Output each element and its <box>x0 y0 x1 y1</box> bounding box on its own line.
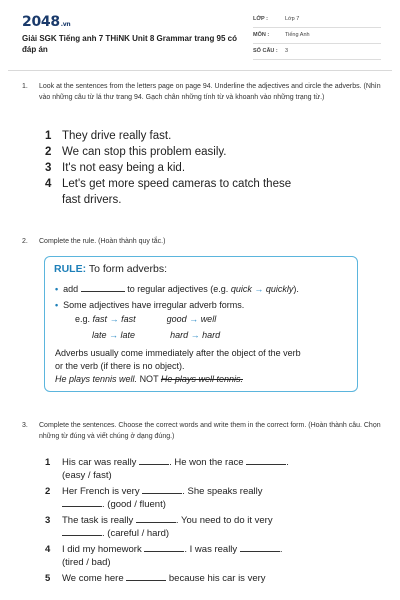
list-item: 3 The task is really . You need to do it very . (careful / hard) <box>45 515 273 539</box>
list-item: 1 They drive really fast. <box>45 130 172 142</box>
question-number: 3. <box>22 422 28 429</box>
rule-bullet-1: • add to regular adjectives (e.g. quick → quickly). <box>55 284 299 294</box>
rule-examples-row-2: late → late hard → hard <box>92 330 221 340</box>
bullet-icon: • <box>55 300 59 310</box>
rule-heading: RULE: To form adverbs: <box>54 263 168 275</box>
exercise-1-list <box>45 128 305 208</box>
list-item: 1 His car was really . He won the race . (easy / fast) <box>45 457 289 481</box>
page-header <box>0 0 400 70</box>
rule-examples-row-1: e.g. fast → fast good → well <box>75 314 217 324</box>
meta-class-value: Lớp 7 <box>285 16 300 22</box>
question-number: 1. <box>22 83 28 90</box>
bullet-icon: • <box>55 284 59 294</box>
arrow-right-icon: → <box>254 284 264 294</box>
answer-blank[interactable] <box>136 514 176 523</box>
rule-bullet-2: • Some adjectives have irregular adverb forms. <box>55 300 245 310</box>
exercise-3-list <box>45 456 345 585</box>
page-title: Giải SGK Tiếng anh 7 THiNK Unit 8 Grammar trang 95 có đáp án <box>22 34 238 54</box>
answer-blank[interactable] <box>81 283 125 292</box>
meta-count-label: SỐ CÂU : <box>253 48 278 54</box>
arrow-right-icon: → <box>109 314 119 324</box>
rule-example-sentence: He plays tennis well. NOT He plays well tennis. <box>55 374 243 384</box>
arrow-right-icon: → <box>189 314 199 324</box>
answer-blank[interactable] <box>240 543 280 552</box>
answer-blank[interactable] <box>246 456 286 465</box>
header-divider <box>8 70 392 71</box>
question-text: Complete the sentences. Choose the correct words and write them in the correct form. (Hoàn thành câu. Chọn những từ đúng và viết chúng ở dạng đúng.) <box>39 422 381 440</box>
answer-blank[interactable] <box>142 485 182 494</box>
list-item: 4 Let's get more speed cameras to catch these fast drivers. <box>45 178 292 206</box>
list-item: 4 I did my homework . I was really . (tired / bad) <box>45 544 283 568</box>
arrow-right-icon: → <box>190 330 200 340</box>
meta-class <box>253 13 381 28</box>
meta-class-label: LỚP : <box>253 16 268 22</box>
question-number: 2. <box>22 238 28 245</box>
list-item: 5 We come here because his car is very <box>45 573 266 584</box>
question-text: Complete the rule. (Hoàn thành quy tắc.) <box>39 238 166 245</box>
answer-blank[interactable] <box>139 456 169 465</box>
site-logo[interactable]: 2048.vn <box>22 14 71 30</box>
rule-note-line-1: Adverbs usually come immediately after the object of the verb <box>55 348 301 358</box>
question-3 <box>22 421 382 442</box>
answer-blank[interactable] <box>62 498 102 507</box>
meta-count-value: 3 <box>285 48 289 54</box>
question-2 <box>22 237 382 248</box>
list-item: 3 It's not easy being a kid. <box>45 162 186 174</box>
arrow-right-icon: → <box>109 330 119 340</box>
answer-blank[interactable] <box>126 572 166 581</box>
meta-count <box>253 45 381 60</box>
rule-box <box>44 256 358 392</box>
rule-note-line-2: or the verb (if there is no object). <box>55 361 185 371</box>
meta-subject-label: MÔN : <box>253 32 270 38</box>
list-item: 2 Her French is very . She speaks really . (good / fluent) <box>45 486 263 510</box>
question-text: Look at the sentences from the letters page on page 94. Underline the adjectives and circle the adverbs. (Nhìn vào những câu từ lá thư trang 94. Gạch chân những tính từ và khoanh vào những trạng từ.) <box>39 83 381 101</box>
question-1 <box>22 82 382 103</box>
list-item: 2 We can stop this problem easily. <box>45 146 227 158</box>
answer-blank[interactable] <box>62 527 102 536</box>
answer-blank[interactable] <box>144 543 184 552</box>
meta-subject-value: Tiếng Anh <box>285 32 310 38</box>
meta-subject <box>253 29 381 44</box>
